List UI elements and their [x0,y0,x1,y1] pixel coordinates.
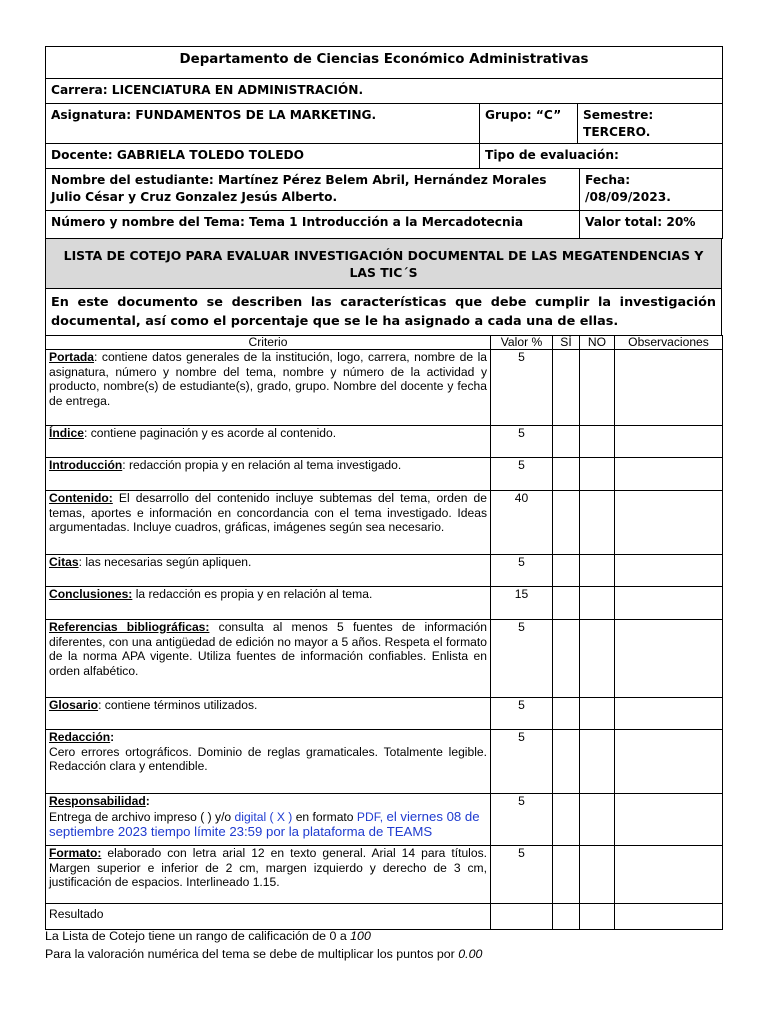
value-cell: 5 [491,458,553,491]
criterion-cell [46,350,491,426]
si-cell[interactable] [553,555,580,587]
si-cell[interactable] [553,491,580,555]
no-cell[interactable] [580,491,615,555]
value-cell: 5 [491,698,553,730]
criterion-cell [46,555,491,587]
criterion-cell [46,491,491,555]
valor-total-field: Valor total: 20% [580,211,723,239]
table-row [46,620,723,698]
table-row [46,350,723,426]
resultado-no-cell[interactable] [580,904,615,930]
carrera-field: Carrera: LICENCIATURA EN ADMINISTRACIÓN. [46,79,723,104]
criterion-text: redacción propia y en relación al tema investigado. [125,458,402,472]
resultado-label: Resultado [46,904,491,930]
criterion-cell [46,620,491,698]
observaciones-cell[interactable] [615,491,723,555]
criteria-table [45,335,723,930]
observaciones-cell[interactable] [615,587,723,620]
criterion-text: la redacción es propia y en relación al tema. [132,587,373,601]
no-cell[interactable] [580,555,615,587]
resultado-observaciones-cell[interactable] [615,904,723,930]
table-row [46,458,723,491]
multiplier-text: Para la valoración numérica del tema se debe de multiplicar los puntos por [45,947,459,961]
table-row [46,698,723,730]
si-cell[interactable] [553,730,580,794]
criterion-label: Contenido: [49,491,113,505]
table-row [46,794,723,846]
criterion-text: contiene términos utilizados. [101,698,258,712]
table-row [46,555,723,587]
criterion-sep: : [78,555,82,569]
table-row [46,846,723,904]
criterion-label: Portada [49,350,95,364]
criterion-text: Cero errores ortográficos. Dominio de reglas gramaticales. Totalmente legible. Redacción clara y entendible. [49,744,487,773]
si-cell[interactable] [553,620,580,698]
resultado-row [46,904,723,930]
criterion-cell [46,587,491,620]
no-cell[interactable] [580,794,615,846]
criterion-sep: : [98,698,102,712]
value-cell: 5 [491,794,553,846]
observaciones-cell[interactable] [615,555,723,587]
value-cell: 5 [491,426,553,458]
criterion-label: Formato: [49,846,102,860]
tema-field: Número y nombre del Tema: Tema 1 Introducción a la Mercadotecnia [46,211,580,239]
intro-text: En este documento se describen las características que debe cumplir la investigación documental, así como el porcentaje que se le ha asignado a cada una de ellas. [46,289,722,336]
evaluation-sheet [45,46,722,930]
criterion-text: las necesarias según apliquen. [81,555,252,569]
value-cell: 5 [491,350,553,426]
criterion-cell [46,846,491,904]
grading-range-value: 100 [350,929,371,943]
col-valor-header: Valor % [491,336,553,350]
value-cell: 5 [491,620,553,698]
criterion-sep: : [145,794,150,808]
value-cell: 5 [491,555,553,587]
footer-notes [45,927,482,963]
delivery-pdf: PDF [356,809,380,824]
value-cell: 5 [491,730,553,794]
grading-range-note [45,927,482,945]
criterion-label: Introducción [49,458,123,472]
resultado-value-cell[interactable] [491,904,553,930]
no-cell[interactable] [580,620,615,698]
multiplier-note [45,945,482,963]
si-cell[interactable] [553,426,580,458]
table-row [46,426,723,458]
criterion-label: Conclusiones: [49,587,133,601]
criterion-label: Glosario [49,698,99,712]
no-cell[interactable] [580,458,615,491]
grading-range-text: La Lista de Cotejo tiene un rango de calificación de 0 a [45,929,351,943]
department-title: Departamento de Ciencias Económico Administrativas [46,47,723,79]
criterion-cell [46,458,491,491]
value-cell: 15 [491,587,553,620]
col-criterio-header: Criterio [46,336,491,350]
no-cell[interactable] [580,730,615,794]
semestre-field: Semestre: TERCERO. [578,104,723,144]
delivery-deadline: el viernes 08 de septiembre 2023 tiempo límite 23:59 por la plataforma de TEAMS [49,808,480,839]
observaciones-cell[interactable] [615,794,723,846]
criterion-label: Redacción [49,730,111,744]
criterion-cell [46,730,491,794]
docente-field: Docente: GABRIELA TOLEDO TOLEDO [46,144,480,169]
no-cell[interactable] [580,846,615,904]
col-observaciones-header: Observaciones [615,336,723,350]
student-names-field: Nombre del estudiante: Martínez Pérez Belem Abril, Hernández Morales Julio César y Cruz Gonzalez Jesús Alberto. [46,169,580,211]
criterion-text: contiene datos generales de la institución, logo, carrera, nombre de la asignatura, número y nombre del tema, nombre y número de la actividad y producto, nombre(s) de estudiante(s), grado, grupo. Nombre del docente y fecha de entrega. [49,350,487,408]
banner-table [45,238,722,336]
no-cell[interactable] [580,587,615,620]
si-cell[interactable] [553,458,580,491]
si-cell[interactable] [553,794,580,846]
resultado-si-cell[interactable] [553,904,580,930]
criterion-text: consulta al menos 5 fuentes de información diferentes, con una antigüedad de edición no mayor a 5 años. Respeta el formato de la norma APA vigente. Utiliza fuentes de información confiables. Enlista en orden alfabético. [49,620,487,678]
delivery-text-2: en formato [292,809,357,824]
observaciones-cell[interactable] [615,730,723,794]
col-no-header: NO [580,336,615,350]
no-cell[interactable] [580,698,615,730]
fecha-field: Fecha: /08/09/2023. [580,169,723,211]
criterion-label: Citas [49,555,79,569]
observaciones-cell[interactable] [615,350,723,426]
asignatura-field: Asignatura: FUNDAMENTOS DE LA MARKETING. [46,104,480,144]
criterion-text: contiene paginación y es acorde al contenido. [87,426,337,440]
observaciones-cell[interactable] [615,426,723,458]
criterion-label: Referencias bibliográficas: [49,620,210,634]
criterion-cell [46,794,491,846]
table-row [46,730,723,794]
grupo-field: Grupo: “C” [480,104,578,144]
checklist-banner: LISTA DE COTEJO PARA EVALUAR INVESTIGACIÓN DOCUMENTAL DE LAS MEGATENDENCIAS Y LAS TIC´S [46,239,722,289]
criterion-sep: : [94,350,98,364]
criterion-cell [46,698,491,730]
criterion-label: Índice [49,426,84,440]
table-row [46,587,723,620]
multiplier-value: 0.00 [458,947,483,961]
si-cell[interactable] [553,587,580,620]
tipo-evaluacion-field: Tipo de evaluación: [480,144,723,169]
col-si-header: SÍ [553,336,580,350]
delivery-text-1: Entrega de archivo impreso ( ) y/o [49,809,235,824]
observaciones-cell[interactable] [615,620,723,698]
criterion-text: elaborado con letra arial 12 en texto general. Arial 14 para títulos. Margen superior e inferior de 2 cm, margen izquierdo y derecho de 3 cm, justificación de espacios. Interlineado 1.15. [49,846,487,889]
table-row [46,491,723,555]
si-cell[interactable] [553,350,580,426]
no-cell[interactable] [580,426,615,458]
value-cell: 40 [491,491,553,555]
observaciones-cell[interactable] [615,458,723,491]
criterion-sep: : [122,458,126,472]
value-cell: 5 [491,846,553,904]
no-cell[interactable] [580,350,615,426]
observaciones-cell[interactable] [615,698,723,730]
si-cell[interactable] [553,698,580,730]
observaciones-cell[interactable] [615,846,723,904]
si-cell[interactable] [553,846,580,904]
criterion-sep: : [110,730,115,744]
criterion-label: Responsabilidad [49,794,146,808]
criterion-cell [46,426,491,458]
header-table [45,46,723,169]
delivery-digital: digital ( X ) [234,809,293,824]
criterion-text: El desarrollo del contenido incluye subtemas del tema, orden de temas, aportes e información en concordancia con el tema investigado. Ideas argumentadas. Incluye cuadros, gráficas, imágenes según sea necesario. [49,491,487,534]
student-table [45,168,723,239]
criterion-sep: : [83,426,88,440]
delivery-comma: , [379,809,387,824]
